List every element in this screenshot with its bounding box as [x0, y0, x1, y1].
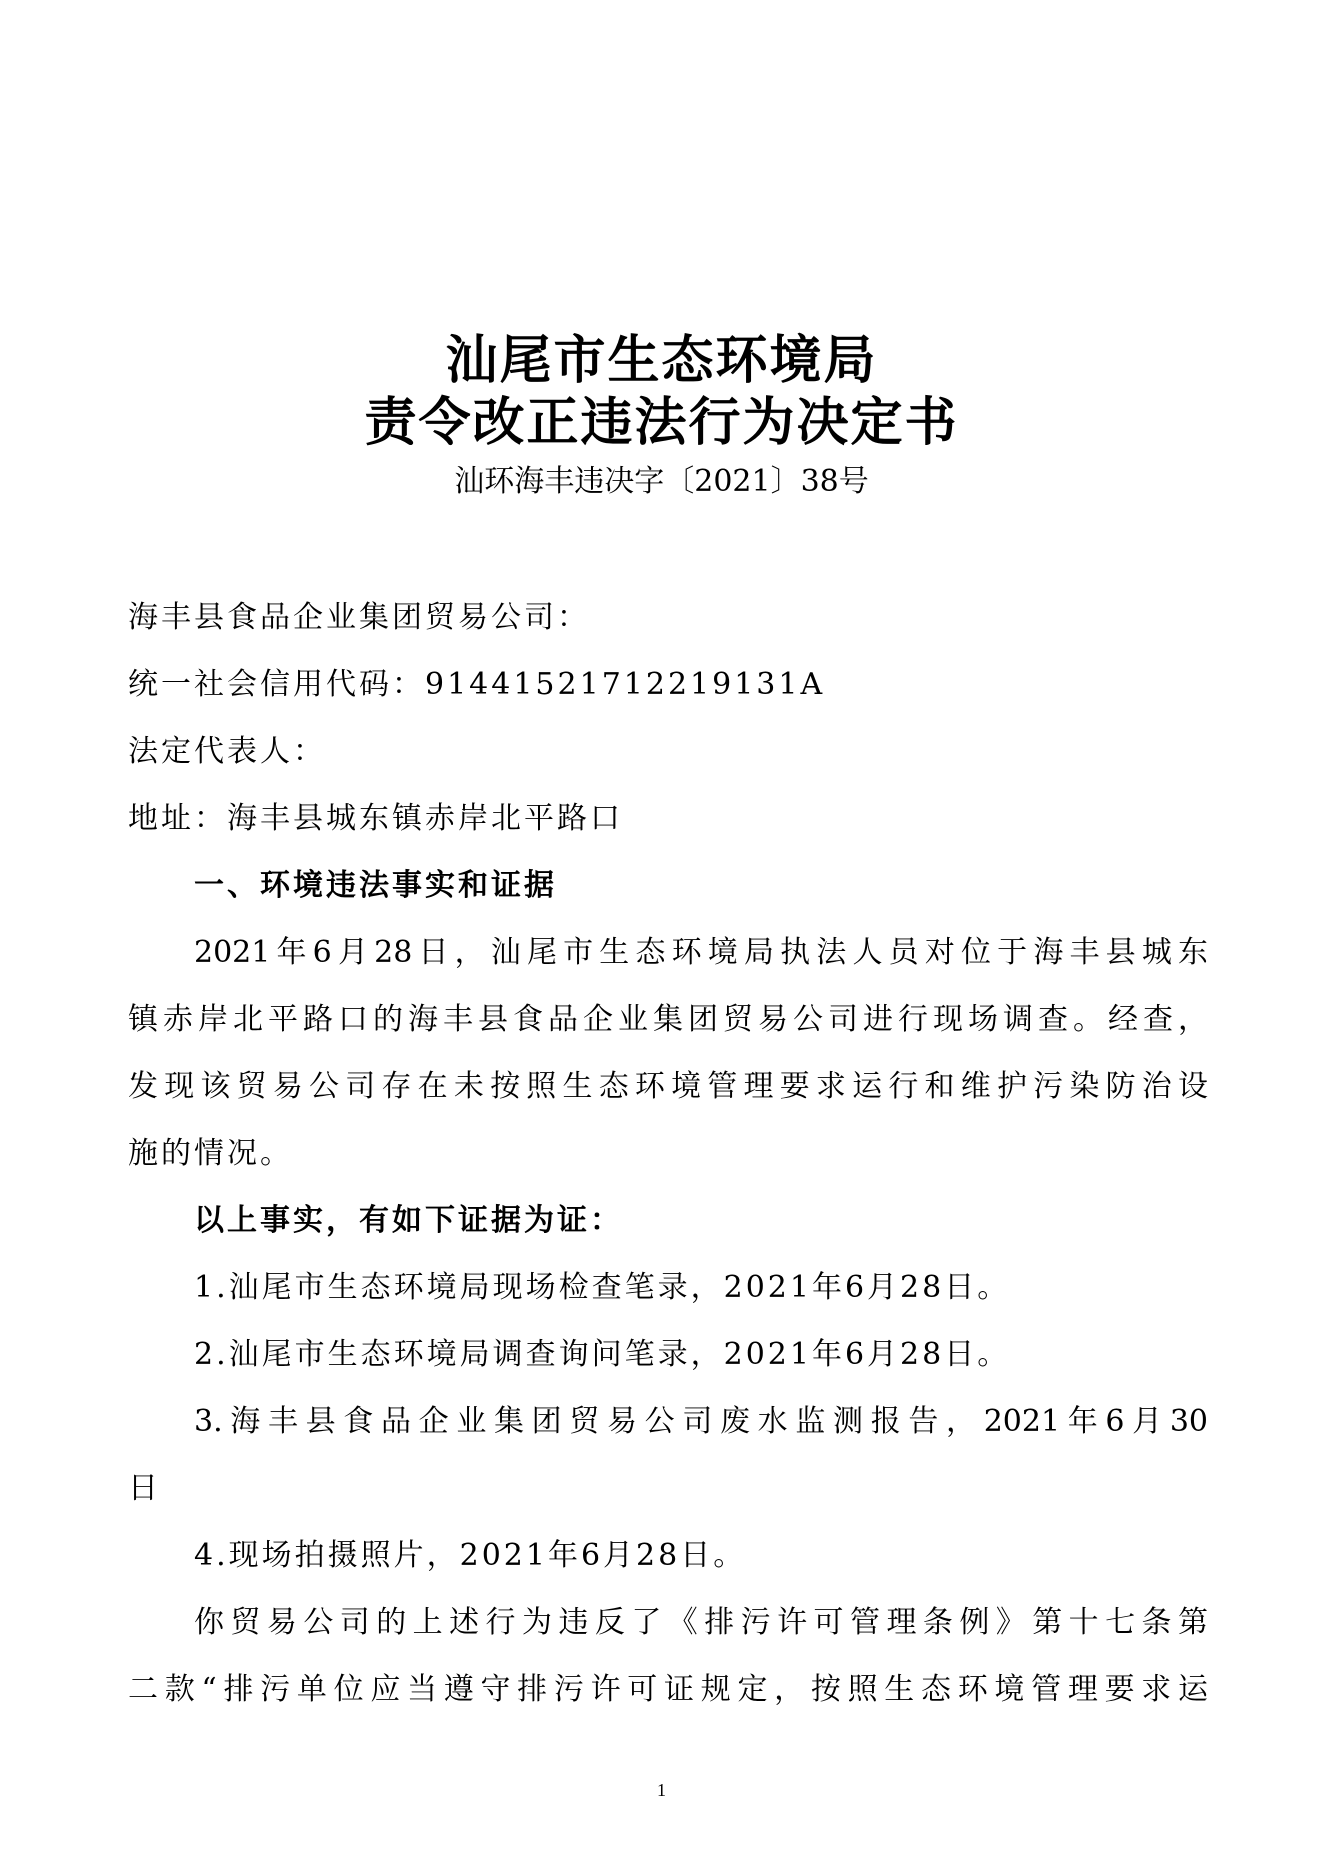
evidence-item-continued: 日 — [128, 1471, 161, 1506]
page-number: 1 — [657, 1780, 666, 1800]
fact-paragraph-line: 发现该贸易公司存在未按照生态环境管理要求运行和维护污染防治设 — [128, 1069, 1208, 1104]
evidence-item: 4.现场拍摄照片，2021年6月28日。 — [194, 1538, 747, 1573]
violation-paragraph-line: 二款“排污单位应当遵守排污许可证规定，按照生态环境管理要求运 — [128, 1672, 1208, 1707]
party-address: 地址：海丰县城东镇赤岸北平路口 — [128, 801, 623, 836]
document-number: 汕环海丰违决字〔2021〕38号 — [454, 464, 869, 499]
evidence-item: 1.汕尾市生态环境局现场检查笔录，2021年6月28日。 — [194, 1270, 1011, 1305]
fact-paragraph-line: 镇赤岸北平路口的海丰县食品企业集团贸易公司进行现场调查。经查， — [128, 1002, 1208, 1037]
party-name: 海丰县食品企业集团贸易公司： — [128, 600, 590, 635]
document-subtitle: 责令改正违法行为决定书 — [364, 393, 959, 453]
document-title: 汕尾市生态环境局 — [445, 331, 878, 391]
evidence-item: 3.海丰县食品企业集团贸易公司废水监测报告，2021年6月30 — [194, 1404, 1208, 1439]
section-heading: 一、环境违法事实和证据 — [194, 868, 557, 903]
credit-code: 统一社会信用代码：91441521712219131A — [128, 667, 826, 702]
violation-paragraph-line: 你贸易公司的上述行为违反了《排污许可管理条例》第十七条第 — [194, 1605, 1208, 1640]
evidence-heading: 以上事实，有如下证据为证： — [194, 1203, 623, 1238]
evidence-item: 2.汕尾市生态环境局调查询问笔录，2021年6月28日。 — [194, 1337, 1011, 1372]
fact-paragraph-line: 施的情况。 — [128, 1136, 293, 1171]
fact-paragraph-line: 2021年6月28日，汕尾市生态环境局执法人员对位于海丰县城东 — [194, 935, 1208, 970]
legal-representative: 法定代表人： — [128, 734, 326, 769]
